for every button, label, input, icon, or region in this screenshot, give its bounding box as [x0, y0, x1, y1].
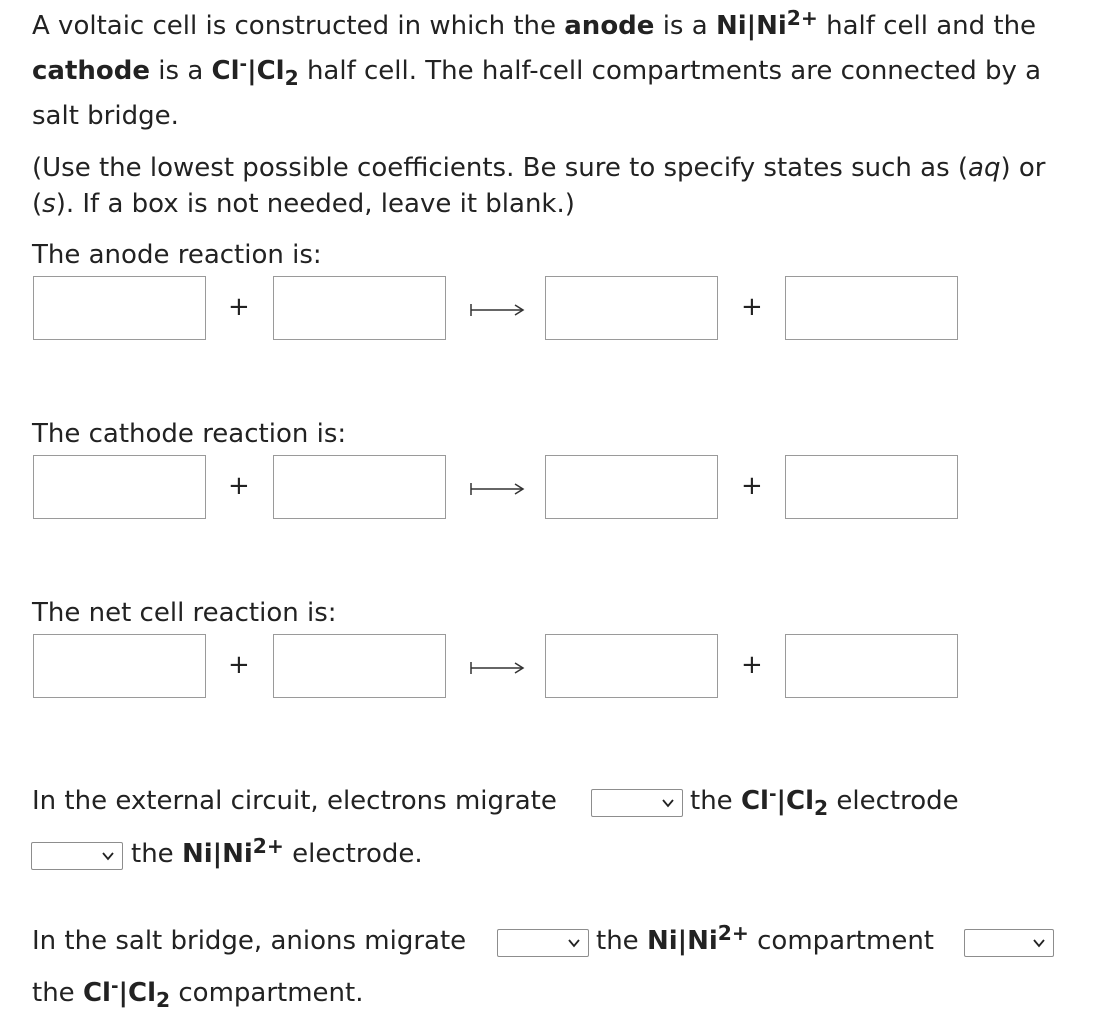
cathode-plus-1: + [228, 471, 250, 501]
anode-reactant-2-input[interactable] [273, 276, 446, 340]
external-circuit-text-1: In the external circuit, electrons migrate [32, 786, 557, 816]
instructions-text-1: (Use the lowest possible coefficients. Be sure to specify states such as ( [32, 153, 969, 183]
salt-compartment-2: compartment. [170, 978, 364, 1008]
salt-the-1: the [596, 926, 647, 956]
intro-text-2: is a [654, 11, 716, 41]
intro-text-3: half cell and the [817, 11, 1037, 41]
instructions [32, 150, 1072, 222]
chevron-down-icon [100, 848, 116, 864]
external-the-2: the [131, 839, 182, 869]
cathode-product-2-input[interactable] [785, 455, 958, 519]
external-target-2 [131, 833, 423, 869]
chevron-down-icon [1031, 935, 1047, 951]
salt-ni: Ni|Ni [646, 926, 718, 956]
intro-text-4: is a [150, 56, 212, 86]
external-electrode-2: electrode. [283, 839, 423, 869]
salt-bridge-text-1: In the salt bridge, anions migrate [32, 926, 467, 956]
salt-target-1 [596, 920, 934, 956]
cathode-cl: Cl [211, 56, 240, 86]
salt-target-2 [32, 975, 364, 1013]
anode-product-1-input[interactable] [545, 276, 718, 340]
cathode-product-1-input[interactable] [545, 455, 718, 519]
salt-ni-charge: 2+ [717, 920, 749, 945]
external-ni-charge: 2+ [252, 833, 284, 858]
net-product-2-input[interactable] [785, 634, 958, 698]
anode-couple-charge: 2+ [786, 5, 818, 30]
cathode-sub: 2 [284, 66, 299, 91]
instructions-text-3: ). If a box is not needed, leave it blank.) [55, 189, 575, 219]
reaction-arrow-icon [470, 479, 526, 499]
salt-direction-2-select[interactable] [964, 929, 1054, 957]
salt-the-2: the [32, 978, 83, 1008]
net-reaction-label: The net cell reaction is: [32, 598, 337, 628]
intro-text-1: A voltaic cell is constructed in which the [32, 11, 565, 41]
anode-product-2-input[interactable] [785, 276, 958, 340]
salt-sub: 2 [156, 988, 171, 1013]
cathode-reactant-2-input[interactable] [273, 455, 446, 519]
anode-couple-base: Ni|Ni [715, 11, 787, 41]
cathode-plus-2: + [741, 471, 763, 501]
instructions-s: s [42, 189, 56, 219]
external-cl: Cl [740, 786, 769, 816]
external-direction-2-select[interactable] [31, 842, 123, 870]
chevron-down-icon [566, 935, 582, 951]
anode-reaction-label: The anode reaction is: [32, 240, 322, 270]
instructions-text-2: ) or ( [32, 153, 1046, 219]
net-reactant-1-input[interactable] [33, 634, 206, 698]
cathode-bar-cl: |Cl [247, 56, 285, 86]
cathode-reactant-1-input[interactable] [33, 455, 206, 519]
reaction-arrow-icon [470, 658, 526, 678]
intro-paragraph [32, 4, 1082, 139]
cathode-minus: - [239, 53, 248, 75]
external-minus: - [768, 783, 777, 805]
salt-compartment-1: compartment [748, 926, 934, 956]
cathode-couple [211, 53, 299, 91]
external-direction-1-select[interactable] [591, 789, 683, 817]
external-electrode-1: electrode [828, 786, 959, 816]
external-sub: 2 [814, 796, 829, 821]
net-product-1-input[interactable] [545, 634, 718, 698]
net-plus-2: + [741, 650, 763, 680]
anode-plus-2: + [741, 292, 763, 322]
external-bar-cl: |Cl [776, 786, 814, 816]
cathode-reaction-label: The cathode reaction is: [32, 419, 347, 449]
anode-plus-1: + [228, 292, 250, 322]
external-the-1: the [690, 786, 741, 816]
intro-text-5: half cell. The half-cell compartments are connected by a salt bridge. [32, 56, 1042, 131]
chevron-down-icon [660, 795, 676, 811]
net-plus-1: + [228, 650, 250, 680]
salt-bar-cl: |Cl [118, 978, 156, 1008]
external-ni: Ni|Ni [181, 839, 253, 869]
anode-couple [715, 5, 818, 41]
salt-minus: - [110, 975, 119, 997]
net-reactant-2-input[interactable] [273, 634, 446, 698]
external-target-1 [690, 783, 959, 821]
reaction-arrow-icon [470, 300, 526, 320]
anode-word: anode [564, 11, 655, 41]
salt-direction-1-select[interactable] [497, 929, 589, 957]
instructions-aq: aq [968, 153, 1001, 183]
cathode-word: cathode [32, 56, 151, 86]
salt-cl: Cl [82, 978, 111, 1008]
anode-reactant-1-input[interactable] [33, 276, 206, 340]
